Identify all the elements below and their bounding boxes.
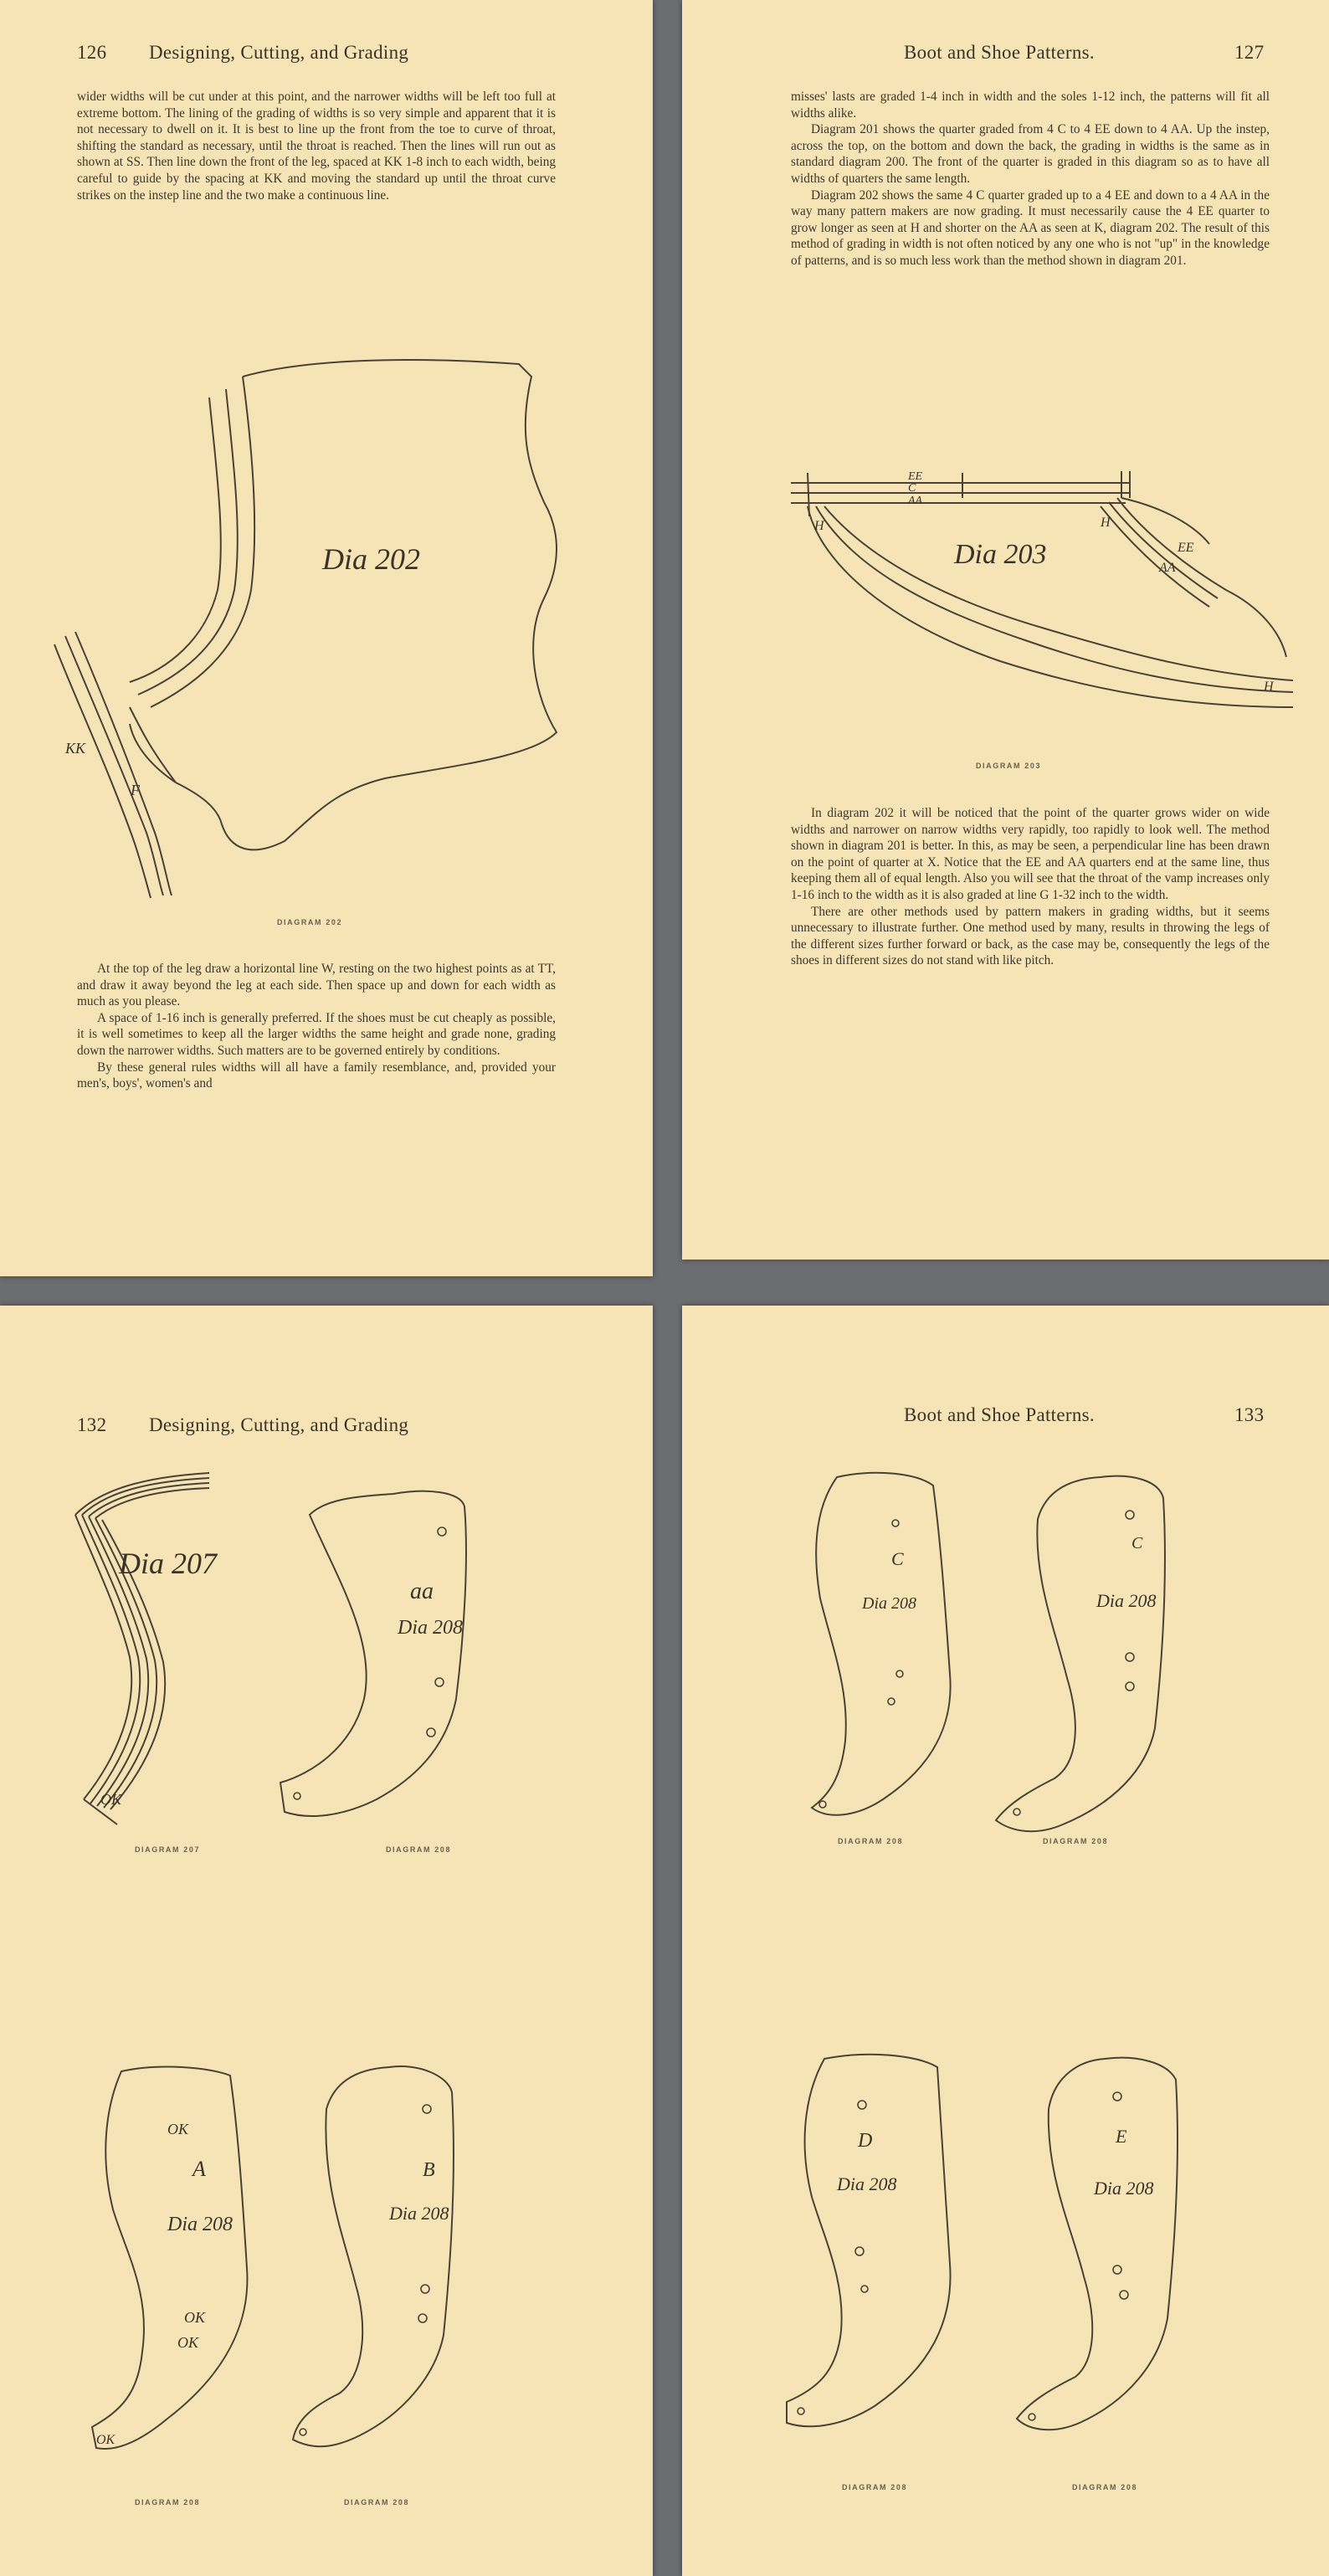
punch-hole bbox=[1126, 1511, 1134, 1519]
letter-label: C bbox=[891, 1548, 904, 1569]
diagram-203 bbox=[791, 464, 1293, 749]
mark-ok: OK bbox=[100, 1791, 122, 1808]
diagram-caption: DIAGRAM 203 bbox=[975, 762, 1042, 770]
diagram-label: Dia 203 bbox=[954, 539, 1047, 570]
punch-hole bbox=[892, 1520, 899, 1527]
punch-hole bbox=[855, 2247, 864, 2255]
punch-hole bbox=[861, 2286, 868, 2292]
punch-hole bbox=[435, 1678, 444, 1686]
page-number: 126 bbox=[77, 42, 107, 63]
paragraph: wider widths will be cut under at this point, and the narrower widths will be left too full at extreme bottom. The lining of the grading of widths is so very simple and apparent that it is not necessary to dwell on it. It is best to line up the front from the toe to curve of throat, shifting the standard as necessary, until the throat is reached. Then the lines will run out as shown at SS. Then line down the front of the leg, spaced at KK 1-8 inch to each width, being careful to guide by the spacing at KK and moving the standard up until the throat curve strikes on the instep line and the two make a continuous line. bbox=[77, 90, 556, 203]
punch-hole bbox=[858, 2101, 866, 2109]
page-126 bbox=[0, 0, 653, 1276]
letter-label: B bbox=[423, 2159, 435, 2181]
punch-hole bbox=[1013, 1809, 1020, 1815]
diagram-label: Dia 208 bbox=[167, 2214, 233, 2235]
diagram-207 bbox=[67, 1465, 234, 1833]
running-title: Boot and Shoe Patterns. bbox=[904, 42, 1095, 63]
diagram-caption: DIAGRAM 207 bbox=[134, 1845, 201, 1854]
punch-hole bbox=[1126, 1682, 1134, 1691]
text-block-bottom bbox=[77, 961, 556, 1092]
page-header bbox=[682, 1404, 1329, 1429]
diagram-caption: DIAGRAM 208 bbox=[837, 1837, 904, 1845]
mark-h: H bbox=[1101, 516, 1111, 530]
diagram-caption: DIAGRAM 208 bbox=[343, 2498, 410, 2507]
punch-hole bbox=[418, 2314, 427, 2322]
diagram-208-c1 bbox=[791, 1465, 983, 1833]
diagram-208-a bbox=[75, 2059, 276, 2461]
letter-label: D bbox=[858, 2130, 873, 2152]
letter-label: C bbox=[1131, 1534, 1143, 1552]
punch-hole bbox=[1126, 1653, 1134, 1661]
diagram-208-e bbox=[1000, 2050, 1209, 2452]
diagram-208-aa-drawing bbox=[259, 1481, 477, 1833]
diagram-208-b-drawing bbox=[276, 2059, 469, 2461]
mark-ok: OK bbox=[96, 2433, 115, 2447]
mark-aa: AA bbox=[908, 495, 923, 507]
punch-hole bbox=[1120, 2291, 1128, 2299]
text-block-top bbox=[77, 89, 556, 203]
running-title: Designing, Cutting, and Grading bbox=[149, 42, 409, 63]
paragraph: At the top of the leg draw a horizontal line W, resting on the two highest points as at TT, and draw it away beyond the leg at each side. Then space up and down for each width as much as you please. bbox=[77, 962, 556, 1009]
page-number: 132 bbox=[77, 1414, 107, 1435]
paragraph: Diagram 202 shows the same 4 C quarter graded up to a 4 EE and down to a 4 AA in the way many pattern makers are now grading. It must necessarily cause the 4 EE quarter to grow longer as seen at H and shorter on the AA as seen at K, diagram 202. The result of this method of grading in width is not often noticed by any one who is not "up" in the knowledge of patterns, and is so much less work than the method shown in diagram 201. bbox=[791, 187, 1270, 268]
diagram-label: Dia 207 bbox=[119, 1547, 217, 1580]
punch-hole bbox=[294, 1793, 300, 1799]
mark-h: H bbox=[1264, 680, 1274, 694]
paragraph: misses' lasts are graded 1-4 inch in width and the soles 1-12 inch, the patterns will fit all widths alike. bbox=[791, 90, 1270, 121]
page-132 bbox=[0, 1306, 653, 2576]
diagram-caption: DIAGRAM 208 bbox=[1042, 1837, 1109, 1845]
diagram-label: Dia 208 bbox=[398, 1617, 463, 1639]
paragraph: By these general rules widths will all have a family resemblance, and, provided your men's, boys', women's and bbox=[77, 1060, 556, 1091]
diagram-208-e-drawing bbox=[1000, 2050, 1209, 2452]
diagram-label: Dia 208 bbox=[1094, 2178, 1154, 2199]
punch-hole bbox=[1029, 2414, 1035, 2420]
diagram-caption: DIAGRAM 208 bbox=[841, 2483, 908, 2491]
diagram-label: Dia 208 bbox=[862, 1594, 916, 1613]
running-title: Boot and Shoe Patterns. bbox=[904, 1404, 1095, 1425]
punch-hole bbox=[1113, 2092, 1121, 2101]
punch-hole bbox=[421, 2285, 429, 2293]
diagram-208-c2-drawing bbox=[979, 1469, 1180, 1837]
punch-hole bbox=[798, 2408, 804, 2414]
mark-ee: EE bbox=[908, 470, 923, 483]
diagram-label: Dia 208 bbox=[1096, 1590, 1157, 1611]
diagram-caption: DIAGRAM 208 bbox=[134, 2498, 201, 2507]
punch-hole bbox=[423, 2105, 431, 2113]
mark-ok: OK bbox=[184, 2309, 206, 2326]
diagram-208-c1-drawing bbox=[791, 1465, 983, 1833]
letter-label: A bbox=[192, 2157, 206, 2181]
paragraph: Diagram 201 shows the quarter graded from 4 C to 4 EE down to 4 AA. Up the instep, across the top, on the bottom and down the back, the grading in widths is the same as in standard diagram 200. The front of the quarter is graded in this diagram so as to have all widths of quarters the same length. bbox=[791, 122, 1270, 186]
diagram-202-drawing bbox=[50, 339, 586, 908]
letter-label: aa bbox=[410, 1578, 434, 1604]
mark-ok: OK bbox=[167, 2121, 189, 2137]
punch-hole bbox=[819, 1801, 826, 1808]
punch-hole bbox=[1113, 2266, 1121, 2274]
running-title: Designing, Cutting, and Grading bbox=[149, 1414, 409, 1435]
diagram-label: Dia 208 bbox=[389, 2203, 449, 2224]
diagram-208-d bbox=[766, 2046, 975, 2448]
punch-hole bbox=[438, 1527, 446, 1536]
mark-f: F bbox=[131, 782, 140, 798]
punch-hole bbox=[300, 2429, 306, 2435]
page-header bbox=[682, 42, 1329, 67]
page-header bbox=[0, 1414, 653, 1439]
diagram-label: Dia 208 bbox=[837, 2173, 897, 2194]
diagram-label: Dia 202 bbox=[322, 542, 420, 576]
page-127 bbox=[682, 0, 1329, 1260]
punch-hole bbox=[888, 1698, 895, 1705]
diagram-207-drawing bbox=[67, 1465, 234, 1833]
diagram-208-c2 bbox=[979, 1469, 1180, 1837]
diagram-208-a-drawing bbox=[75, 2059, 276, 2461]
diagram-caption: DIAGRAM 208 bbox=[1071, 2483, 1138, 2491]
mark-ee: EE bbox=[1178, 541, 1194, 555]
mark-ok: OK bbox=[177, 2334, 199, 2351]
diagram-208-d-drawing bbox=[766, 2046, 975, 2448]
mark-kk: KK bbox=[65, 740, 86, 757]
diagram-208-aa bbox=[259, 1481, 477, 1833]
page-number: 133 bbox=[1234, 1404, 1265, 1425]
diagram-203-drawing bbox=[791, 464, 1293, 749]
punch-hole bbox=[427, 1728, 435, 1737]
mark-c: C bbox=[908, 482, 916, 495]
diagram-208-b bbox=[276, 2059, 469, 2461]
mark-h: H bbox=[814, 519, 824, 533]
page-133 bbox=[682, 1306, 1329, 2576]
diagram-caption: DIAGRAM 202 bbox=[276, 918, 343, 926]
mark-aa: AA bbox=[1159, 561, 1176, 575]
text-block-bottom bbox=[791, 805, 1270, 969]
page-header bbox=[0, 42, 653, 67]
paragraph: There are other methods used by pattern makers in grading widths, but it seems unnecessary to illustrate further. One method used by many, results in throwing the legs of the different sizes further forward or back, as the case may be, consequently the legs of the shoes in different sizes do not stand with like pitch. bbox=[791, 904, 1270, 968]
diagram-caption: DIAGRAM 208 bbox=[385, 1845, 452, 1854]
punch-hole bbox=[896, 1670, 903, 1677]
paragraph: In diagram 202 it will be noticed that the point of the quarter grows wider on wide widths and narrower on narrow widths very rapidly, too rapidly to look well. The method shown in diagram 201 is better. In this, as may be seen, a perpendicular line has been drawn on the point of quarter at X. Notice that the EE and AA quarters end at the same line, thus keeping them all of equal length. Also you will see that the throat of the vamp increases only 1-16 inch to the width as it is also graded at line G 1-32 inch to the width. bbox=[791, 806, 1270, 902]
diagram-202 bbox=[50, 339, 586, 908]
paragraph: A space of 1-16 inch is generally preferred. If the shoes must be cut cheaply as possible, it is well sometimes to keep all the larger widths the same height and grade none, grading down the narrower widths. Such matters are to be governed entirely by conditions. bbox=[77, 1010, 556, 1058]
text-block-top bbox=[791, 89, 1270, 269]
letter-label: E bbox=[1116, 2126, 1127, 2147]
page-number: 127 bbox=[1234, 42, 1265, 63]
